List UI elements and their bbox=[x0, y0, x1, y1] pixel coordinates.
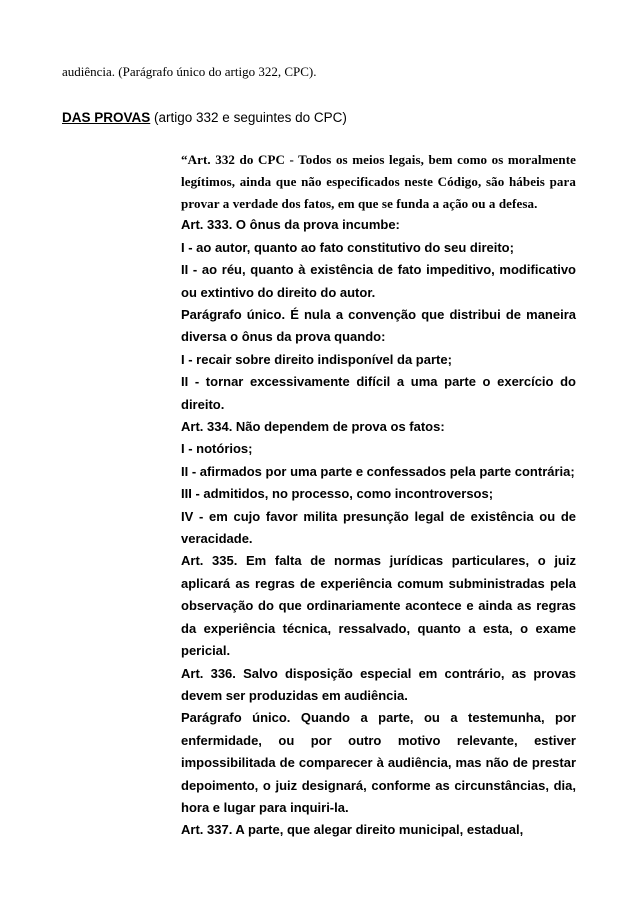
quote-paragraph: II - ao réu, quanto à existência de fato impeditivo, modificativo ou extintivo do direito do autor. bbox=[181, 262, 576, 300]
quote-paragraph: Art. 335. Em falta de normas jurídicas particulares, o juiz aplicará as regras de experiência comum subministradas pela observação do que ordinariamente acontece e ainda as regras da experiência técnica, ressalvado, quanto a esta, o exame pericial. bbox=[181, 553, 576, 659]
quote-paragraph: III - admitidos, no processo, como incontroversos; bbox=[181, 486, 494, 502]
quote-paragraph: I - notórios; bbox=[181, 441, 253, 457]
legal-quote-block bbox=[181, 149, 576, 842]
quote-paragraph: II - tornar excessivamente difícil a uma parte o exercício do direito. bbox=[181, 374, 576, 412]
quote-paragraph: I - ao autor, quanto ao fato constitutivo do seu direito; bbox=[181, 239, 514, 255]
quote-paragraph: Art. 336. Salvo disposição especial em contrário, as provas devem ser produzidas em audiência. bbox=[181, 665, 576, 703]
intro-line: audiência. (Parágrafo único do artigo 322, CPC). bbox=[62, 64, 317, 79]
quote-paragraph: Art. 337. A parte, que alegar direito municipal, estadual, bbox=[181, 822, 524, 838]
art-332-paragraph: “Art. 332 do CPC - Todos os meios legais, bem como os moralmente legítimos, ainda que não especificados neste Código, são hábeis para provar a verdade dos fatos, em que se funda a ação ou a defesa. bbox=[181, 152, 576, 211]
section-heading-line bbox=[62, 110, 347, 125]
quote-paragraph: II - afirmados por uma parte e confessados pela parte contrária; bbox=[181, 463, 575, 479]
quote-paragraph: Parágrafo único. Quando a parte, ou a testemunha, por enfermidade, ou por outro motivo relevante, estiver impossibilitada de comparecer à audiência, mas não de prestar depoimento, o juiz designará, conforme as circunstâncias, dia, hora e lugar para inquiri-la. bbox=[181, 710, 576, 815]
quote-paragraph: Art. 334. Não dependem de prova os fatos: bbox=[181, 419, 445, 435]
quote-paragraph: Parágrafo único. É nula a convenção que distribui de maneira diversa o ônus da prova quando: bbox=[181, 307, 576, 345]
quote-paragraph: IV - em cujo favor milita presunção legal de existência ou de veracidade. bbox=[181, 508, 576, 547]
quote-paragraph: I - recair sobre direito indisponível da parte; bbox=[181, 351, 452, 367]
quote-paragraph: Art. 333. O ônus da prova incumbe: bbox=[181, 217, 400, 233]
section-reference: (artigo 332 e seguintes do CPC) bbox=[150, 110, 347, 125]
section-heading: DAS PROVAS bbox=[62, 110, 151, 125]
